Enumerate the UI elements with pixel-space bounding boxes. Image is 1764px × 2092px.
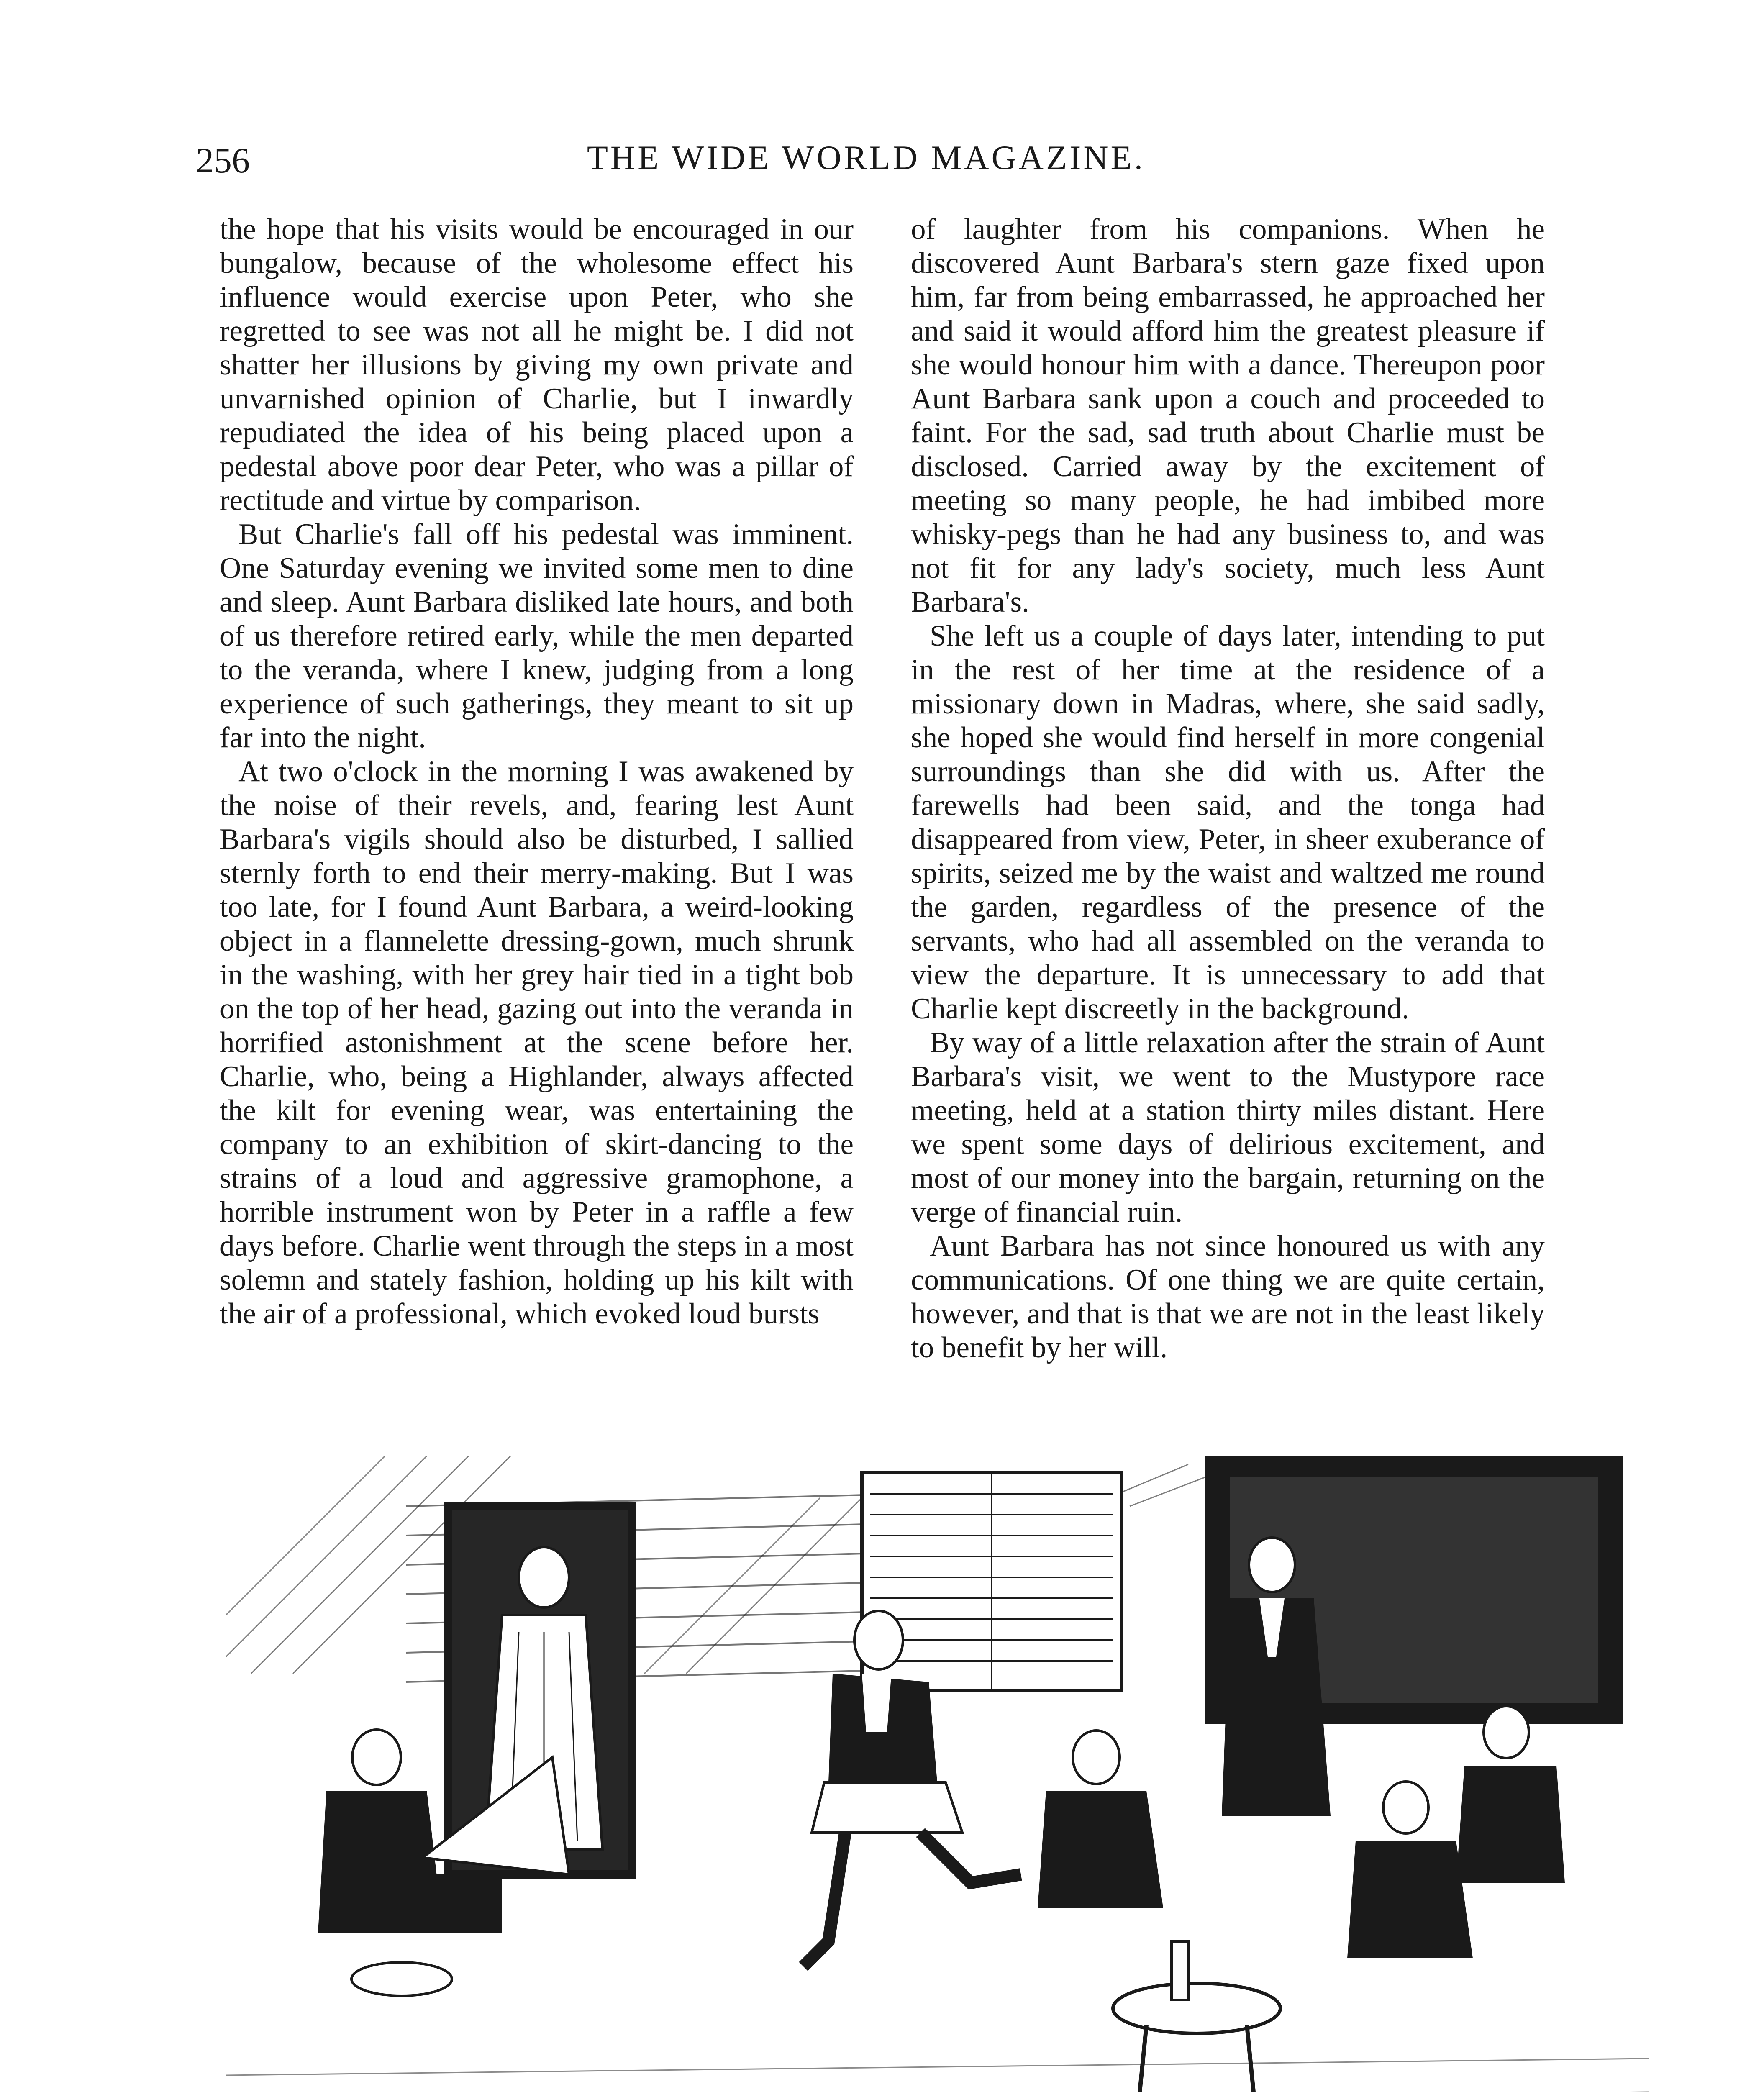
page-number: 256 <box>196 140 250 180</box>
paragraph: Aunt Barbara has not since honoured us with any communications. Of one thing we are quite certain, however, and that is that we are not in the least likely to benefit by her will. <box>911 1230 1545 1364</box>
left-column <box>220 213 854 1331</box>
paragraph: the hope that his visits would be encouraged in our bungalow, because of the wholesome effect his influence would exercise upon Peter, who she regretted to see was not all he might be. I did not shatter her illusions by giving my own private and unvarnished opinion of Charlie, but I inwardly repudiated the idea of his being placed upon a pedestal above poor dear Peter, who was a pillar of rectitude and virtue by comparison. <box>220 213 854 517</box>
running-head: THE WIDE WORLD MAGAZINE. <box>587 138 1146 177</box>
paragraph: of laughter from his companions. When he discovered Aunt Barbara's stern gaze fixed upon him, far from being embarrassed, he approached her and said it would afford him the greatest pleasure if she would honour him with a dance. Thereupon poor Aunt Barbara sank upon a couch and proceeded to faint. For the sad, sad truth about Charlie must be disclosed. Carried away by the excitement of meeting so many people, he had imbibed more whisky-pegs than he had any business to, and was not fit for any lady's society, much less Aunt Barbara's. <box>911 213 1545 618</box>
paragraph: By way of a little relaxation after the strain of Aunt Barbara's visit, we went to the Mustypore race meeting, held at a station thirty miles distant. Here we spent some days of delirious excitement, and most of our money into the bargain, returning on the verge of financial ruin. <box>911 1026 1545 1228</box>
paragraph: At two o'clock in the morning I was awakened by the noise of their revels, and, fearing lest Aunt Barbara's vigils should also be disturbed, I sallied sternly forth to end their merry-making. But I was too late, for I found Aunt Barbara, a weird-looking object in a flannelette dressing-gown, much shrunk in the washing, with her grey hair tied in a tight bob on the top of her head, gazing out into the veranda in horrified astonishment at the scene before her. Charlie, who, being a Highlander, always affected the kilt for evening wear, was entertaining the company to an exhibition of skirt-dancing to the strains of a loud and aggressive gramophone, a horrible instrument won by Peter in a raffle a few days before. Charlie went through the steps in a most solemn and stately fashion, holding up his kilt with the air of a professional, which evoked loud bursts <box>220 755 854 1330</box>
right-column <box>911 213 1545 1365</box>
paragraph: She left us a couple of days later, intending to put in the rest of her time at the residence of a missionary down in Madras, where, she said sadly, she hoped she would find herself in more congenial surroundings than she did with us. After the farewells had been said, and the tonga had disappeared from view, Peter, in sheer exuberance of spirits, seized me by the waist and waltzed me round the garden, regardless of the presence of the servants, who had all assembled on the veranda to view the departure. It is unnecessary to add that Charlie kept discreetly in the background. <box>911 620 1545 1025</box>
paragraph: But Charlie's fall off his pedestal was imminent. One Saturday evening we invited some men to dine and sleep. Aunt Barbara disliked late hours, and both of us therefore retired early, while the men departed to the veranda, where I knew, judging from a long experience of such gatherings, they meant to sit up far into the night. <box>220 518 854 754</box>
veranda-illustration <box>226 1439 1649 2092</box>
